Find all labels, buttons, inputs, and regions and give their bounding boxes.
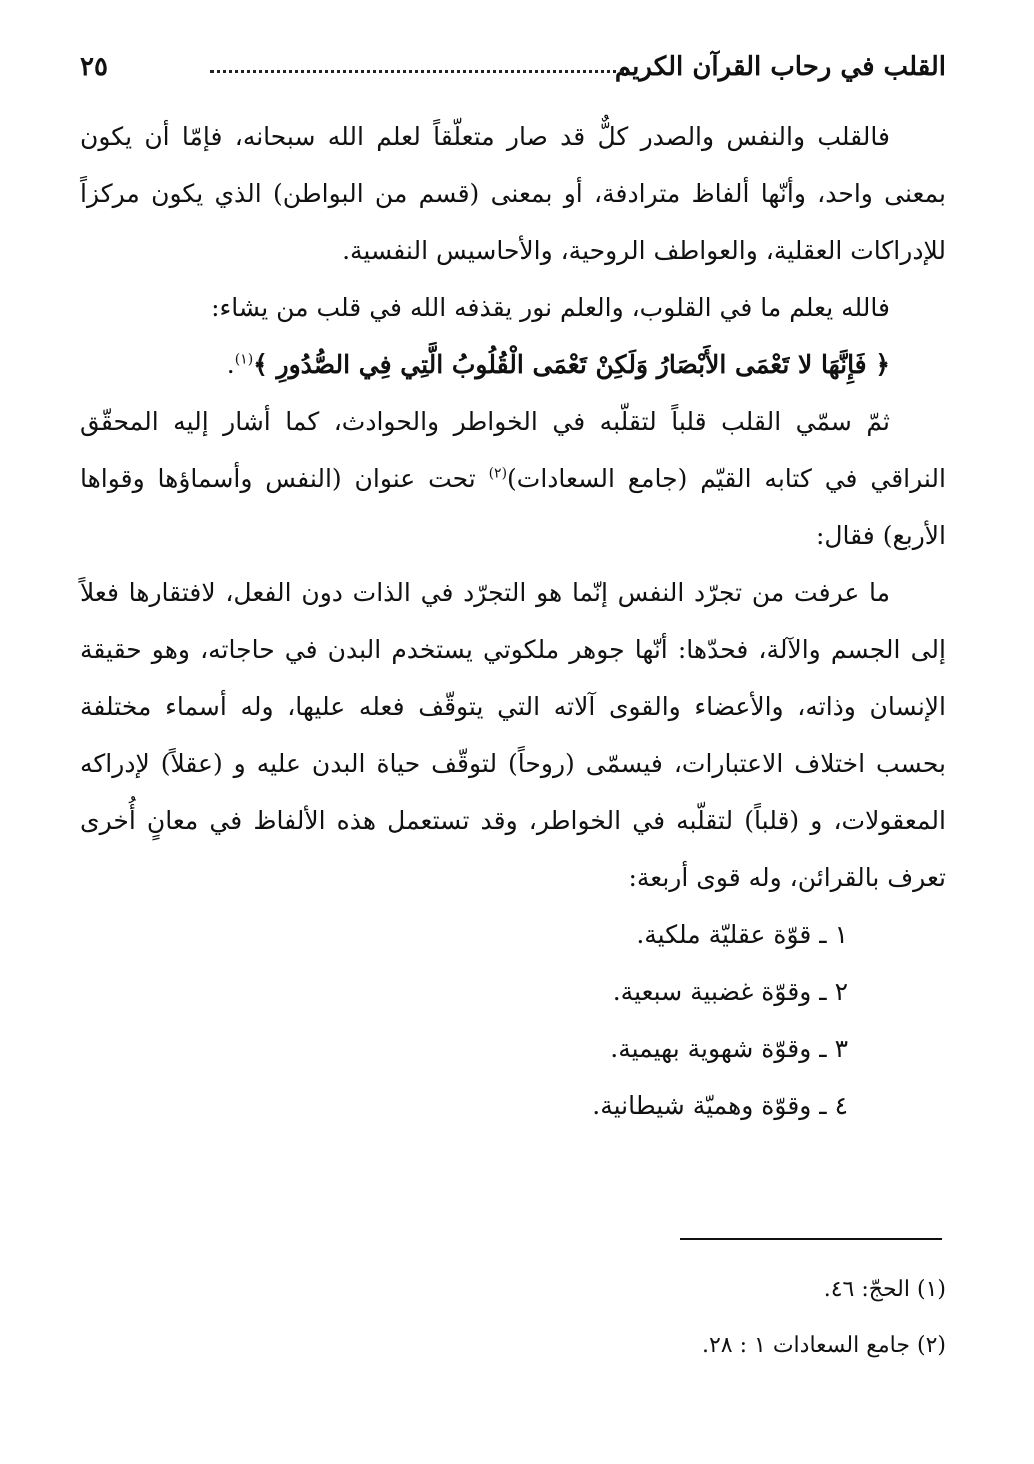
- page-number: ٢٥: [80, 52, 108, 82]
- quran-verse: ﴿ فَإِنَّهَا لا تَعْمَى الأَبْصَارُ وَلَكِنْ تَعْمَى الْقُلُوبُ الَّتِي فِي الصُّدُورِ ﴾: [253, 350, 890, 379]
- verse-end: .: [226, 350, 235, 379]
- list-item: ٢ ـ وقوّة غضبية سبعية.: [612, 977, 848, 1006]
- list-item: ١ ـ قوّة عقليّة ملكية.: [636, 920, 848, 949]
- footnotes: [80, 1262, 946, 1374]
- list-item: ٣ ـ وقوّة شهوية بهيمية.: [610, 1034, 848, 1063]
- paragraph-3-part-b: تحت عنوان (النفس وأسماؤها وقواها الأربع) فقال:: [80, 464, 946, 550]
- footnote-ref-2: (٢): [488, 465, 508, 482]
- body-text: [80, 108, 946, 1134]
- footnote-separator: [680, 1238, 942, 1240]
- header-dot-leader: [210, 70, 624, 73]
- paragraph-3-part-a: ثمّ سمّي القلب قلباً لتقلّبه في الخواطر والحوادث، كما أشار إليه المحقّق النراقي في كتابه القيّم (جامع السعادات): [80, 407, 946, 493]
- paragraph-1: فالقلب والنفس والصدر كلٌّ قد صار متعلّقاً لعلم الله سبحانه، فإمّا أن يكون بمعنى واحد، وأنّها ألفاظ مترادفة، أو بمعنى (قسم من البواطن) الذي يكون مركزاً للإدراكات العقلية، والعواطف الروحية، والأحاسيس النفسية.: [80, 122, 946, 265]
- paragraph-4: ما عرفت من تجرّد النفس إنّما هو التجرّد في الذات دون الفعل، لافتقارها فعلاً إلى الجسم والآلة، فحدّها: أنّها جوهر ملكوتي يستخدم البدن في حاجاته، وهو حقيقة الإنسان وذاته، والأعضاء والقوى آلاته التي يتوقّف فعله عليها، وله أسماء مختلفة بحسب اختلاف الاعتبارات، فيسمّى (روحاً) لتوقّف حياة البدن عليه و (عقلاً) لإدراكه المعقولات، و (قلباً) لتقلّبه في الخواطر، وقد تستعمل هذه الألفاظ في معانٍ أُخرى تعرف بالقرائن، وله قوى أربعة:: [80, 578, 946, 892]
- paragraph-2: فالله يعلم ما في القلوب، والعلم نور يقذفه الله في قلب من يشاء:: [211, 293, 890, 322]
- footnote-2: (٢) جامع السعادات ١ : ٢٨.: [701, 1333, 946, 1358]
- header-title: القلب في رحاب القرآن الكريم: [614, 52, 946, 82]
- faculties-list: [80, 906, 946, 1134]
- quran-verse-line: [80, 336, 946, 393]
- footnote-ref-1: (١): [234, 351, 254, 368]
- running-header: [80, 42, 946, 98]
- paragraph-3: [80, 393, 946, 564]
- list-item: ٤ ـ وقوّة وهميّة شيطانية.: [592, 1091, 848, 1120]
- footnote-1: (١) الحجّ: ٤٦.: [823, 1277, 946, 1302]
